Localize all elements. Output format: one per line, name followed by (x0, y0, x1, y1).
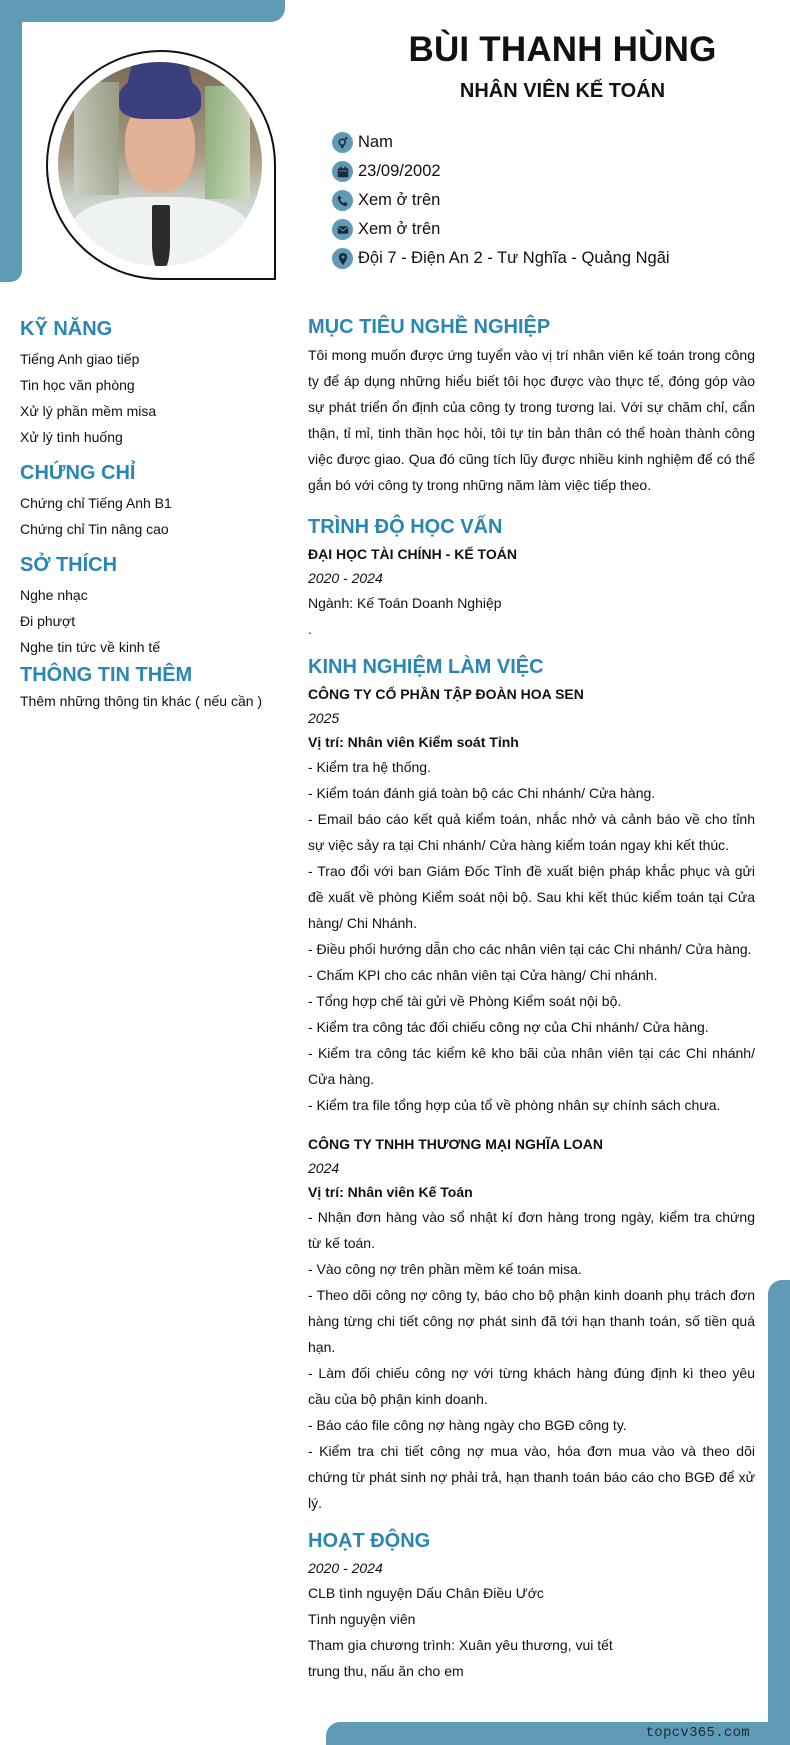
job-entry (308, 682, 755, 1118)
education-school: ĐẠI HỌC TÀI CHÍNH - KẾ TOÁN (308, 546, 517, 562)
activity-role: Tình nguyện viên (308, 1611, 416, 1627)
contact-gender-value: Nam (358, 133, 393, 151)
hobbies-title: SỞ THÍCH (20, 554, 118, 576)
job-period: 2024 (308, 1160, 340, 1176)
certificate-item: Chứng chỉ Tin nâng cao (20, 521, 169, 537)
job-duty: - Kiểm tra hệ thống. (308, 759, 431, 775)
job-duty: - Điều phối hướng dẫn cho các nhân viên tại các Chi nhánh/ Cửa hàng. (308, 941, 752, 957)
contact-birthday (332, 157, 670, 186)
decorative-bar-left (0, 0, 22, 282)
activities-title: HOẠT ĐỘNG (308, 1530, 431, 1552)
contact-address (332, 244, 670, 273)
job-period: 2025 (308, 710, 340, 726)
decorative-bar-right (768, 1280, 790, 1745)
candidate-name: BÙI THANH HÙNG (408, 30, 717, 69)
education-note: . (308, 621, 312, 637)
experience-title: KINH NGHIỆM LÀM VIỆC (308, 656, 544, 678)
education-major: Ngành: Kế Toán Doanh Nghiệp (308, 595, 502, 611)
contact-gender (332, 128, 670, 157)
activity-org: CLB tình nguyện Dấu Chân Điều Ước (308, 1585, 544, 1601)
contact-phone[interactable] (332, 186, 670, 215)
extra-info-section (20, 662, 280, 714)
phone-icon (332, 190, 353, 211)
education-period: 2020 - 2024 (308, 570, 383, 586)
certificate-item: Chứng chỉ Tiếng Anh B1 (20, 495, 172, 511)
objective-title: MỤC TIÊU NGHỀ NGHIỆP (308, 316, 551, 338)
hobbies-section (20, 552, 280, 660)
certificates-section (20, 460, 280, 542)
job-duty: - Chấm KPI cho các nhân viên tại Cửa hàng/ Chi nhánh. (308, 967, 658, 983)
calendar-icon (332, 161, 353, 182)
activities-section (308, 1528, 755, 1684)
job-duty: - Kiểm tra công tác đối chiếu công nợ của Chi nhánh/ Cửa hàng. (308, 1019, 709, 1035)
hobby-item: Đi phượt (20, 613, 76, 629)
decorative-bar-top (0, 0, 285, 22)
job-company: CÔNG TY TNHH THƯƠNG MẠI NGHĨA LOAN (308, 1136, 603, 1152)
education-section (308, 514, 755, 642)
job-duty: - Kiểm toán đánh giá toàn bộ các Chi nhánh/ Cửa hàng. (308, 785, 656, 801)
contact-email-value: Xem ở trên (358, 220, 441, 238)
left-column (20, 316, 280, 714)
skill-item: Xử lý tình huống (20, 429, 123, 445)
job-duty: - Báo cáo file công nợ hàng ngày cho BGĐ công ty. (308, 1417, 627, 1433)
objective-section (308, 314, 755, 498)
job-duty: - Vào công nợ trên phần mềm kế toán misa. (308, 1261, 582, 1277)
extra-info-title: THÔNG TIN THÊM (20, 664, 193, 686)
right-column (308, 314, 755, 1684)
job-duty: - Kiểm tra chi tiết công nợ mua vào, hóa đơn mua vào và theo dõi chứng từ phát sinh nợ phải trả, hạn thanh toán báo cáo cho BGĐ để xử lý. (308, 1443, 755, 1511)
activity-period: 2020 - 2024 (308, 1560, 383, 1576)
skills-section (20, 316, 280, 450)
extra-info-item: Thêm những thông tin khác ( nếu cần ) (20, 693, 263, 709)
contact-birthday-value: 23/09/2002 (358, 162, 441, 180)
objective-text: Tôi mong muốn được ứng tuyển vào vị trí nhân viên kế toán trong công ty để áp dụng những hiểu biết tôi học được vào thực tế, đóng góp vào sự phát triển ổn định của công ty trong tương lai. Với sự chăm chỉ, cẩn thận, tỉ mỉ, tinh thần học hỏi, tôi tự tin bản thân có thể hoàn thành công việc được giao. Qua đó cũng tích lũy được nhiều kinh nghiệm để có thể gắn bó với công ty trong những năm làm việc tiếp theo. (308, 347, 755, 493)
certificates-title: CHỨNG CHỈ (20, 462, 136, 484)
job-duty: - Theo dõi công nợ công ty, báo cho bộ phận kinh doanh phụ trách đơn hàng từng chi tiết công nợ phát sinh đã tới hạn thanh toán, số tiền quá hạn. (308, 1287, 755, 1355)
avatar (58, 62, 262, 266)
watermark: topcv365.com (645, 1725, 750, 1741)
job-company: CÔNG TY CỔ PHẦN TẬP ĐOÀN HOA SEN (308, 686, 584, 702)
education-title: TRÌNH ĐỘ HỌC VẤN (308, 516, 503, 538)
contact-address-value: Đội 7 - Điện An 2 - Tư Nghĩa - Quảng Ngãi (358, 249, 670, 267)
skill-item: Xử lý phần mềm misa (20, 403, 157, 419)
job-duty: - Làm đối chiếu công nợ với từng khách hàng đúng định kì theo yêu cầu của bộ phận kinh doanh. (308, 1365, 755, 1407)
activity-desc: Tham gia chương trình: Xuân yêu thương, vui tết trung thu, nấu ăn cho em (308, 1637, 613, 1679)
job-duty: - Trao đổi với ban Giám Đốc Tỉnh đề xuất biện pháp khắc phục và gửi đề xuất về phòng Kiểm soát nội bộ. Sau khi kết thúc kiểm toán tại Cửa hàng/ Chi Nhánh. (308, 863, 755, 931)
skill-item: Tiếng Anh giao tiếp (20, 351, 140, 367)
candidate-role: NHÂN VIÊN KẾ TOÁN (459, 80, 666, 102)
gender-icon (332, 132, 353, 153)
skills-title: KỸ NĂNG (20, 318, 113, 340)
job-duty: - Tổng hợp chế tài gửi về Phòng Kiểm soát nội bộ. (308, 993, 622, 1009)
skill-item: Tin học văn phòng (20, 377, 135, 393)
email-icon (332, 219, 353, 240)
job-duty: - Email báo cáo kết quả kiểm toán, nhắc nhở và cảnh báo về cho tỉnh sự việc sảy ra tại Chi nhánh/ Cửa hàng kiểm toán ngay khi kết thúc. (308, 811, 755, 853)
hobby-item: Nghe nhạc (20, 587, 88, 603)
job-position: Vị trí: Nhân viên Kiểm soát Tỉnh (308, 734, 519, 750)
contact-phone-value: Xem ở trên (358, 191, 441, 209)
job-duty: - Kiểm tra file tổng hợp của tổ về phòng nhân sự chính sách chưa. (308, 1097, 721, 1113)
contact-email[interactable] (332, 215, 670, 244)
location-icon (332, 248, 353, 269)
hobby-item: Nghe tin tức về kinh tế (20, 639, 161, 655)
contact-list (332, 128, 670, 273)
job-entry (308, 1132, 755, 1516)
experience-section (308, 654, 755, 1516)
job-duty: - Kiểm tra công tác kiểm kê kho bãi của nhân viên tại các Chi nhánh/ Cửa hàng. (308, 1045, 755, 1087)
job-duty: - Nhận đơn hàng vào sổ nhật kí đơn hàng trong ngày, kiểm tra chứng từ kế toán. (308, 1209, 755, 1251)
job-position: Vị trí: Nhân viên Kế Toán (308, 1184, 473, 1200)
